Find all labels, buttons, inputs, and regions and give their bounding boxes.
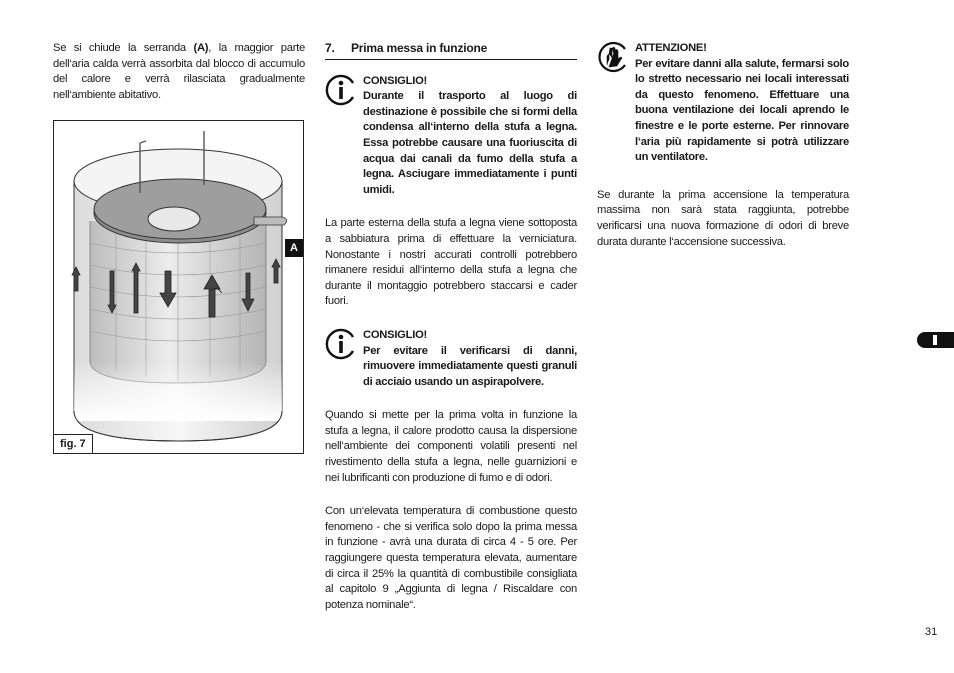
middle-column xyxy=(325,41,577,613)
page-number: 31 xyxy=(925,626,938,638)
warning-label: ATTENZIONE! xyxy=(635,42,707,54)
tip-note-condensation xyxy=(325,74,577,199)
tip-label: CONSIGLIO! xyxy=(363,328,428,341)
figure-caption: fig. 7 xyxy=(53,434,93,454)
info-icon xyxy=(325,74,357,106)
section-number: 7. xyxy=(325,41,335,55)
sandblasting-paragraph: La parte esterna della stufa a legna viene sottoposta a sabbiatura prima di effettuare la verniciatura. Nonostante i nostri accurati controlli potrebbero rimanere residui all‘interno della stufa a legna che durante il montaggio potrebbero staccarsi e cader fuori. xyxy=(325,217,577,308)
stove-cutaway-illustration xyxy=(54,121,303,453)
damper-paragraph: Se si chiude la serranda (A), la maggior parte dell‘aria calda verrà assorbita dal blocco di accumulo del calore e verrà rilasciata gradualmente nell‘ambiente abitativo. xyxy=(53,42,306,101)
tip-text: Per evitare il verificarsi di danni, rimuovere immediatamente questi granuli di acciaio usando un aspirapolvere. xyxy=(363,344,577,388)
warning-note xyxy=(597,41,849,166)
first-use-paragraph: Quando si mette per la prima volta in funzione la stufa a legna, il calore prodotto causa la dispersione nell‘ambiente dei componenti volatili presenti nel rivestimento della stufa a legna, nelle guarnizioni e nei lubrificanti con produzione di fumo e di odori. xyxy=(325,409,577,484)
tip-text: Durante il trasporto al luogo di destinazione è possibile che si formi della condensa all‘interno della stufa a legna. Essa potrebbe causare una fuoriuscita di acqua dai canali da fumo della stufa a legna. Asciugare immediatamente i punti umidi. xyxy=(363,90,577,196)
combustion-paragraph: Con un‘elevata temperatura di combustione questo fenomeno - che si verifica solo dopo la prima messa in funzione - avrà una durata di circa 4 - 5 ore. Per raggiungere questa temperatura elevata, aumentare di circa il 25% la quantità di combustibile consigliata al capitolo 9 „Aggiunta di legna / Riscaldare con potenza nominale“. xyxy=(325,505,577,611)
tip-label: CONSIGLIO! xyxy=(363,74,428,87)
section-title: Prima messa in funzione xyxy=(351,41,488,55)
language-letter-i xyxy=(933,335,937,345)
left-column xyxy=(53,41,305,103)
right-column xyxy=(597,41,849,250)
tip-note-vacuum xyxy=(325,328,577,390)
odour-paragraph: Se durante la prima accensione la temperatura massima non sarà stata raggiunta, potrebbe verificarsi una nuova formazione di odori di breve durata durante l‘accensione successiva. xyxy=(597,188,849,248)
warning-text: Per evitare danni alla salute, fermarsi solo lo stretto necessario nei locali interessati da questo fenomeno. Effettuare una buona ventilazione dei locali aprendo le finestre e le porte esterne. Per rinnovare l‘aria più rapidamente si potrà utilizzare un ventilatore. xyxy=(635,57,849,164)
warning-hand-icon xyxy=(597,41,629,73)
figure-7 xyxy=(53,120,304,454)
section-heading xyxy=(325,41,577,60)
damper-reference: (A) xyxy=(193,42,209,54)
info-icon xyxy=(325,328,357,360)
italian-language-tab xyxy=(917,332,954,348)
damper-marker-a: A xyxy=(285,239,303,257)
